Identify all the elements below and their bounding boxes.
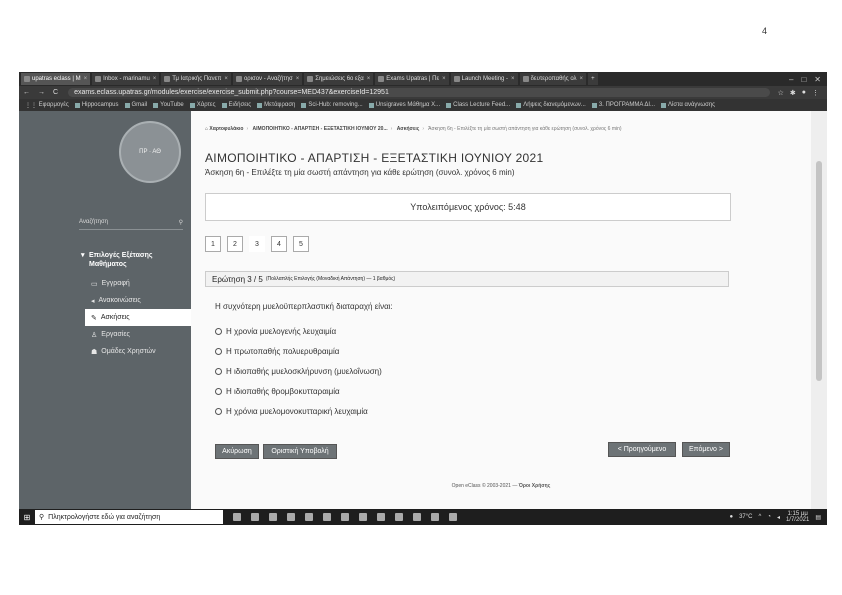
maps-icon <box>190 103 195 108</box>
mail-icon[interactable] <box>359 513 367 521</box>
skype-icon[interactable] <box>377 513 385 521</box>
weather-icon[interactable]: ● <box>729 514 734 520</box>
minimize-icon[interactable]: – <box>789 74 794 84</box>
notifications-icon[interactable]: ▤ <box>815 514 821 521</box>
breadcrumb-item[interactable]: Ασκήσεις <box>396 126 420 132</box>
browser-tab-0[interactable]: upatras eclass | M × <box>21 73 90 85</box>
url-field[interactable]: exams.eclass.upatras.gr/modules/exercise/exercise_submit.php?course=MED437&exerciseId=12951 <box>68 88 770 97</box>
home-icon[interactable]: ⌂ <box>205 126 209 132</box>
clock[interactable]: 1:15 μμ 1/7/2021 <box>785 511 810 523</box>
answer-option[interactable]: Η χρόνια μυελομονοκυτταρική λευχαιμία <box>215 401 382 421</box>
answer-option[interactable]: Η χρονία μυελογενής λευχαιμία <box>215 321 382 341</box>
system-tray <box>729 511 827 523</box>
question-nav-button[interactable]: 1 <box>205 236 221 252</box>
breadcrumb-item[interactable]: Χαρτοφυλάκιο <box>209 126 244 132</box>
pencil-icon: ✎ <box>91 314 97 322</box>
favicon-icon <box>24 76 30 82</box>
new-tab-button[interactable] <box>588 73 598 85</box>
menu-icon[interactable]: ⋮ <box>812 89 819 97</box>
browser-tab-2[interactable]: Τμ Ιατρικής Πανεπ × <box>161 73 231 85</box>
bookmark-item[interactable]: 3. ΠΡΟΓΡΑΜΜΑ ΔΙ... <box>592 102 655 108</box>
plus-icon: + <box>591 76 595 82</box>
apps-grid-icon: ⋮⋮ <box>25 102 37 109</box>
youtube-icon <box>153 103 158 108</box>
forward-icon[interactable]: → <box>38 89 45 96</box>
university-logo[interactable]: ΠΡ · ΑΘ <box>119 121 181 183</box>
favicon-icon <box>454 76 460 82</box>
final-submit-button[interactable]: Οριστική Υποβολή <box>263 444 337 459</box>
bookmark-item[interactable]: Class Lecture Feed... <box>446 102 510 108</box>
close-icon[interactable]: × <box>152 76 157 82</box>
gmail-icon <box>125 103 130 108</box>
question-navigation <box>205 236 309 252</box>
answer-option[interactable]: Η ιδιοπαθής μυελοσκλήρυνση (μυελοΐνωση) <box>215 361 382 381</box>
previous-button[interactable]: < Προηγούμενο <box>608 442 676 457</box>
users-icon: ☗ <box>91 348 98 356</box>
maximize-icon[interactable]: □ <box>801 74 807 84</box>
course-options-header[interactable]: ▾ Επιλογές Εξέτασης Μαθήματος <box>81 252 153 268</box>
favicon-icon <box>307 76 313 82</box>
browser-tab-5[interactable]: Exams Upatras | Πε × <box>375 73 448 85</box>
close-icon[interactable]: × <box>442 76 446 82</box>
favicon-icon <box>378 76 384 82</box>
copyright-text: Open eClass © 2003-2021 <box>451 483 511 489</box>
bookmark-item[interactable]: Unsigraves Μάθημα Χ... <box>369 102 440 108</box>
sidebar-item-assignments[interactable]: ♙ Εργασίες <box>91 331 130 339</box>
taskbar-apps <box>233 513 457 521</box>
footer: Open eClass © 2003-2021 — Όροι Χρήσης <box>451 483 551 489</box>
close-icon[interactable]: × <box>511 76 515 82</box>
whatsapp-icon[interactable] <box>449 513 457 521</box>
bookmark-item[interactable]: Sci-Hub: removing... <box>301 102 362 108</box>
page-subtitle: Άσκηση 6η - Επιλέξτε τη μία σωστή απάντηση για κάθε ερώτηση (συνολ. χρόνος 6 min) <box>205 168 515 177</box>
translate-icon <box>257 103 262 108</box>
breadcrumb: ⌂ Χαρτοφυλάκιο › ΑΙΜΟΠΟΙΗΤΙΚΟ - ΑΠΑΡΤΙΣΗ - ΕΞΕΤΑΣΤΙΚΗ ΙΟΥΝΙΟΥ 20... › Ασκήσεις › Άσκηση 6η - Επιλέξτε τη μία σωστή απάντηση για κάθε ερώτηση (συνολ. χρόνος 6 min) <box>205 126 622 132</box>
zoom-icon[interactable] <box>413 513 421 521</box>
favicon-icon <box>523 76 529 82</box>
browser-tab-3[interactable]: ορισον - Αναζήτησ × <box>233 73 302 85</box>
close-icon[interactable]: × <box>366 76 371 82</box>
bookmark-item[interactable]: Λήψεις διανεμόμενων... <box>516 102 586 108</box>
radio-button[interactable] <box>215 348 222 355</box>
bookmark-icon <box>592 103 597 108</box>
remaining-time: Υπολειπόμενος χρόνος: 5:48 <box>205 193 731 221</box>
close-icon[interactable]: × <box>224 76 228 82</box>
folder-icon: ▭ <box>91 280 98 288</box>
question-nav-button-current[interactable]: 3 <box>249 236 265 252</box>
chevron-down-icon: ▾ <box>81 252 85 259</box>
windows-taskbar <box>19 509 827 525</box>
sidebar-item-exercises[interactable]: ✎ Ασκήσεις <box>85 309 191 326</box>
word-icon[interactable] <box>305 513 313 521</box>
question-meta: (Πολλαπλής Επιλογής (Μοναδική Απάντηση) — 1 βαθμός) <box>265 276 396 282</box>
chrome-icon[interactable] <box>431 513 439 521</box>
excel-icon[interactable] <box>323 513 331 521</box>
close-icon[interactable]: × <box>83 76 88 82</box>
answer-options <box>215 321 382 421</box>
browser-tab-4[interactable]: Σημειώσεις 6ο εξα × <box>304 73 373 85</box>
page-title: ΑΙΜΟΠΟΙΗΤΙΚΟ - ΑΠΑΡΤΙΣΗ - ΕΞΕΤΑΣΤΙΚΗ ΙΟΥΝΙΟΥ 2021 <box>205 151 544 165</box>
reading-list-icon <box>661 103 666 108</box>
bookmark-icon <box>75 103 80 108</box>
browser-tab-bar <box>19 72 827 86</box>
taskbar-search-input[interactable]: ⚲ Πληκτρολογήστε εδώ για αναζήτηση <box>35 510 223 524</box>
reading-list[interactable]: Λίστα ανάγνωσης <box>661 102 715 108</box>
close-icon[interactable]: × <box>295 76 300 82</box>
next-button[interactable]: Επόμενο > <box>682 442 730 457</box>
user-icon: ♙ <box>91 331 98 339</box>
bookmark-item[interactable]: Χάρτες <box>190 102 216 108</box>
radio-button[interactable] <box>215 408 222 415</box>
bookmark-item[interactable]: Μετάφραση <box>257 102 295 108</box>
close-icon[interactable]: × <box>579 76 584 82</box>
temperature[interactable]: 37°C <box>739 514 753 520</box>
bookmark-icon <box>369 103 374 108</box>
favicon-icon <box>164 76 170 82</box>
browser-tab-7[interactable]: δευτεροπαθής ολ × <box>520 73 587 85</box>
file-explorer-icon[interactable] <box>341 513 349 521</box>
bookmark-item[interactable]: Gmail <box>125 102 148 108</box>
star-icon[interactable]: ☆ <box>777 89 784 97</box>
windows-start-icon[interactable]: ⊞ <box>23 512 31 522</box>
page-number: 4 <box>762 26 768 36</box>
bookmarks-bar <box>19 99 827 111</box>
megaphone-icon: ◂ <box>91 297 95 305</box>
radio-button[interactable] <box>215 368 222 375</box>
question-header: Ερώτηση 3 / 5 (Πολλαπλής Επιλογής (Μοναδική Απάντηση) — 1 βαθμός) <box>205 271 729 287</box>
terms-link[interactable]: Όροι Χρήσης <box>518 483 551 489</box>
bookmark-item[interactable]: ⋮⋮ Εφαρμογές <box>25 102 69 109</box>
sidebar <box>19 111 191 509</box>
edge-icon[interactable] <box>269 513 277 521</box>
chevron-up-icon[interactable]: ^ <box>758 514 762 520</box>
sidebar-search-input[interactable]: Αναζήτηση ⚲ <box>79 215 183 230</box>
search-icon[interactable]: ⚲ <box>178 219 183 226</box>
page-scrollbar[interactable] <box>811 111 827 509</box>
bookmark-icon <box>301 103 306 108</box>
question-nav-button[interactable]: 4 <box>271 236 287 252</box>
sidebar-item-announcements[interactable]: ◂ Ανακοινώσεις <box>91 297 141 305</box>
browser-tab-1[interactable]: Inbox - marinamu × <box>92 73 159 85</box>
question-nav-button[interactable]: 2 <box>227 236 243 252</box>
cancel-button[interactable]: Ακύρωση <box>215 444 259 459</box>
volume-icon[interactable]: ◂ <box>776 514 780 521</box>
bookmark-item[interactable]: YouTube <box>153 102 184 108</box>
search-icon: ⚲ <box>39 514 45 521</box>
favicon-icon <box>95 76 101 82</box>
breadcrumb-current: Άσκηση 6η - Επιλέξτε τη μία σωστή απάντηση για κάθε ερώτηση (συνολ. χρόνος 6 min) <box>428 126 622 132</box>
cortana-icon[interactable] <box>233 513 241 521</box>
address-bar <box>19 86 827 99</box>
bookmark-item[interactable]: Hippocampus <box>75 102 119 108</box>
answer-option[interactable]: Η πρωτοπαθής πολυερυθραιμία <box>215 341 382 361</box>
task-view-icon[interactable] <box>251 513 259 521</box>
course-menu <box>85 275 191 360</box>
sidebar-item-enrollment[interactable]: ▭ Εγγραφή <box>91 280 130 288</box>
main-content <box>191 111 811 509</box>
close-window-icon[interactable]: ✕ <box>814 74 821 84</box>
store-icon[interactable] <box>287 513 295 521</box>
extensions-icon[interactable]: ✱ <box>789 89 796 97</box>
browser-tab-6[interactable]: Launch Meeting - × <box>451 73 518 85</box>
profile-icon[interactable]: ● <box>801 88 806 96</box>
radio-button[interactable] <box>215 328 222 335</box>
question-text: Η συχνότερη μυελοϋπερπλαστική διαταραχή είναι: <box>215 302 393 311</box>
spotify-icon[interactable] <box>395 513 403 521</box>
sidebar-item-user-groups[interactable]: ☗ Ομάδες Χρηστών <box>91 348 156 356</box>
favicon-icon <box>236 76 242 82</box>
scrollbar-thumb[interactable] <box>816 161 822 381</box>
news-icon <box>222 103 227 108</box>
back-icon[interactable]: ← <box>23 89 30 96</box>
answer-option[interactable]: Η ιδιοπαθής θρομβοκυτταραιμία <box>215 381 382 401</box>
bookmark-icon <box>446 103 451 108</box>
bookmark-item[interactable]: Ειδήσεις <box>222 102 252 108</box>
question-nav-button[interactable]: 5 <box>293 236 309 252</box>
radio-button[interactable] <box>215 388 222 395</box>
breadcrumb-item[interactable]: ΑΙΜΟΠΟΙΗΤΙΚΟ - ΑΠΑΡΤΙΣΗ - ΕΞΕΤΑΣΤΙΚΗ ΙΟΥΝΙΟΥ 20... <box>252 126 388 132</box>
bookmark-icon <box>516 103 521 108</box>
network-icon[interactable]: ◔ <box>767 514 771 520</box>
reload-icon[interactable]: C <box>53 89 59 96</box>
